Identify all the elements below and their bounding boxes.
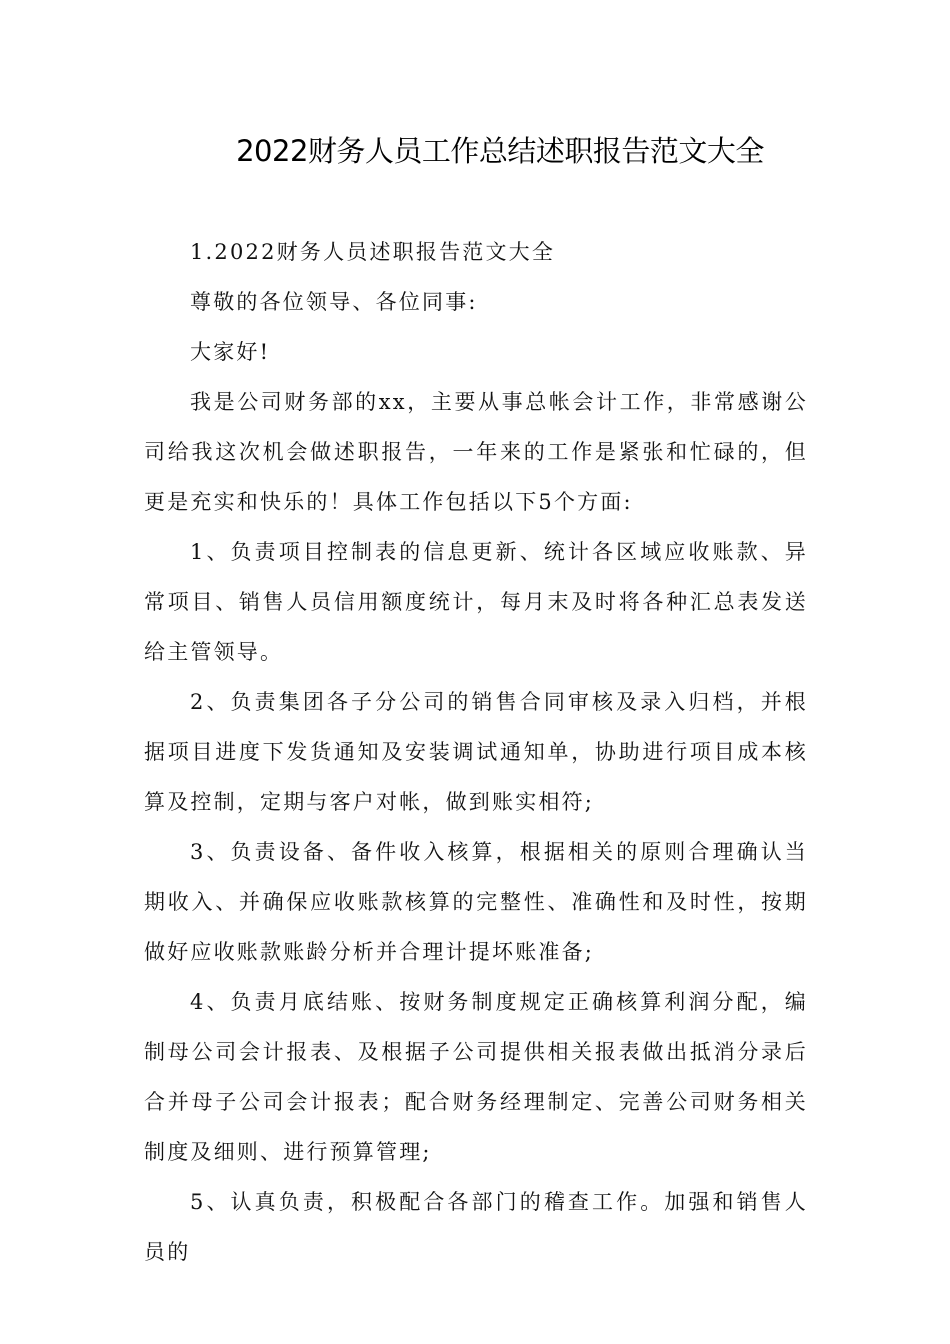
document-body: [144, 227, 808, 1277]
duty-item-5: 5、认真负责，积极配合各部门的稽查工作。加强和销售人员的: [144, 1190, 808, 1264]
section-heading: 1.2022财务人员述职报告范文大全: [190, 240, 556, 264]
duty-item-3: 3、负责设备、备件收入核算，根据相关的原则合理确认当期收入、并确保应收账款核算的完整性、准确性和及时性，按期做好应收账款账龄分析并合理计提坏账准备;: [144, 840, 808, 964]
salutation: 尊敬的各位领导、各位同事:: [190, 290, 478, 314]
document-title: 2022财务人员工作总结述职报告范文大全: [236, 134, 764, 168]
duty-item-2: 2、负责集团各子分公司的销售合同审核及录入归档，并根据项目进度下发货通知及安装调试通知单，协助进行项目成本核算及控制，定期与客户对帐，做到账实相符;: [144, 690, 808, 814]
greeting: 大家好!: [190, 340, 271, 364]
intro-paragraph: 我是公司财务部的xx，主要从事总帐会计工作，非常感谢公司给我这次机会做述职报告，一年来的工作是紧张和忙碌的，但更是充实和快乐的！具体工作包括以下5个方面:: [144, 390, 808, 514]
duty-item-1: 1、负责项目控制表的信息更新、统计各区域应收账款、异常项目、销售人员信用额度统计，每月末及时将各种汇总表发送给主管领导。: [144, 540, 808, 664]
duty-item-4: 4、负责月底结账、按财务制度规定正确核算利润分配，编制母公司会计报表、及根据子公司提供相关报表做出抵消分录后合并母子公司会计报表；配合财务经理制定、完善公司财务相关制度及细则、进行预算管理;: [144, 990, 808, 1164]
